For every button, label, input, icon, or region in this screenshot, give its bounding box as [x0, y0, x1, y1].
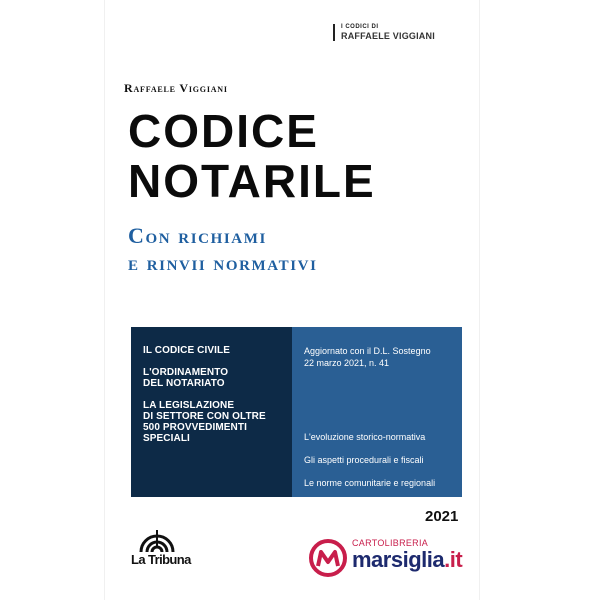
features-panel — [292, 327, 462, 497]
subtitle-line-1: Con richiami — [128, 223, 267, 248]
contents-item: L'ORDINAMENTO DEL NOTARIATO — [143, 367, 229, 389]
contents-list — [131, 327, 292, 497]
publisher-arch-icon — [137, 526, 177, 552]
contents-panel — [131, 327, 462, 497]
contents-item: IL CODICE CIVILE — [143, 345, 230, 356]
update-note: Aggiornato con il D.L. Sostegno 22 marzo 2021, n. 41 — [304, 346, 431, 368]
series-label: I CODICI DI — [341, 24, 379, 30]
title-line-1: CODICE — [128, 105, 319, 157]
publisher-logo — [131, 526, 211, 566]
feature-item: Le norme comunitarie e regionali — [304, 478, 436, 488]
watermark-m-icon — [308, 538, 348, 578]
watermark-label: CARTOLIBRERIA — [352, 538, 429, 548]
watermark-name: marsiglia.it — [352, 547, 463, 572]
contents-item: LA LEGISLAZIONE DI SETTORE CON OLTRE 500 PROVVEDIMENTI SPECIALI — [143, 400, 266, 444]
title-line-2: NOTARILE — [128, 155, 376, 207]
publisher-name: La Tribuna — [131, 552, 191, 567]
edition-year: 2021 — [425, 508, 459, 525]
subtitle-line-2: e rinvii normativi — [128, 250, 318, 275]
features-list — [304, 432, 435, 501]
book-title — [128, 106, 376, 206]
feature-item: Gli aspetti procedurali e fiscali — [304, 455, 424, 465]
series-marker — [333, 24, 435, 41]
watermark-logo — [308, 536, 508, 582]
feature-item: L'evoluzione storico-normativa — [304, 432, 426, 442]
author-name: Raffaele Viggiani — [124, 81, 228, 95]
book-subtitle — [128, 222, 318, 276]
series-name: RAFFAELE VIGGIANI — [341, 31, 435, 41]
